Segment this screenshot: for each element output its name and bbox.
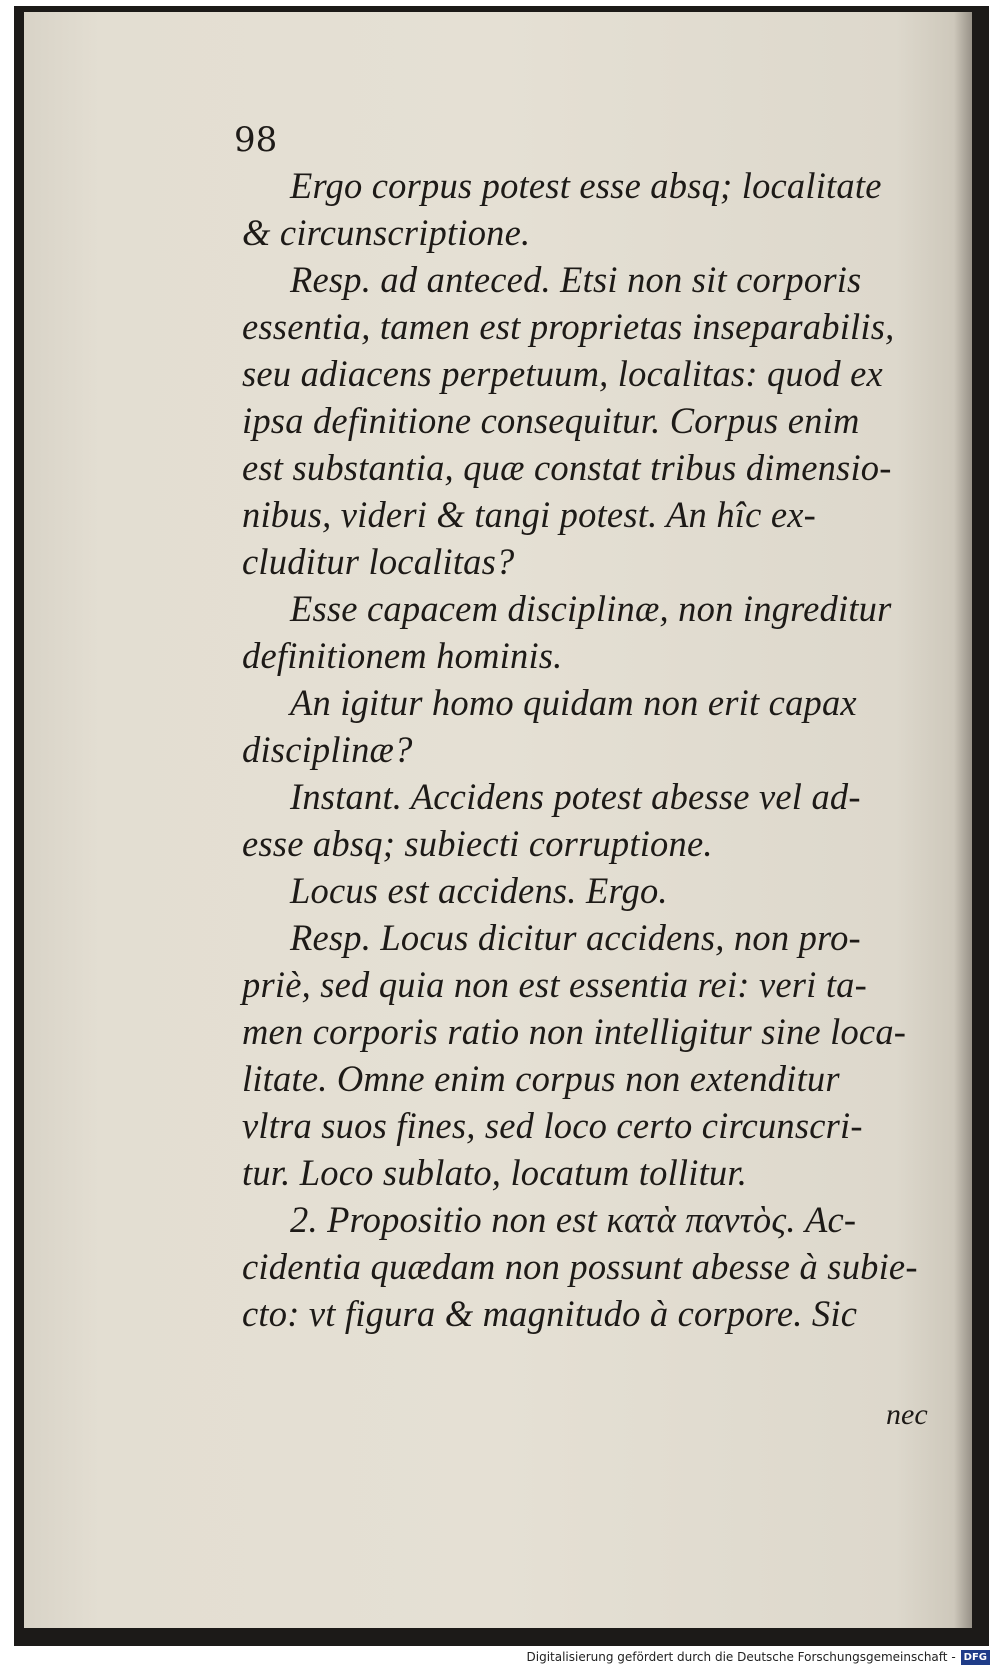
text-line: Instant. Accidens potest abesse vel ad- — [290, 776, 861, 817]
text-line: Ergo corpus potest esse absq; localitate — [290, 165, 882, 206]
credit-text: Digitalisierung gefördert durch die Deutsche Forschungsgemeinschaft - — [526, 1650, 956, 1664]
page-body-text — [242, 162, 922, 1337]
digitization-credit — [527, 1647, 991, 1667]
page-gutter-shadow — [954, 12, 972, 1628]
text-line: seu adiacens perpetuum, localitas: quod ex — [242, 353, 883, 394]
text-line: men corporis ratio non intelligitur sine loca- — [242, 1011, 907, 1052]
book-page — [24, 12, 972, 1628]
text-line: essentia, tamen est proprietas inseparabilis, — [242, 306, 895, 347]
text-line: cidentia quædam non possunt abesse à subie- — [242, 1246, 918, 1287]
page-number: 98 — [234, 120, 278, 160]
text-line: Resp. ad anteced. Etsi non sit corporis — [290, 259, 862, 300]
text-line: disciplinæ? — [242, 729, 413, 770]
text-line: est substantia, quæ constat tribus dimensio- — [242, 447, 892, 488]
dfg-logo-icon: DFG — [961, 1650, 990, 1665]
catchword: nec — [886, 1398, 928, 1431]
text-line: ipsa definitione consequitur. Corpus enim — [242, 400, 860, 441]
text-line: Locus est accidens. Ergo. — [290, 870, 668, 911]
text-line: nibus, videri & tangi potest. An hîc ex- — [242, 494, 816, 535]
text-line: definitionem hominis. — [242, 635, 563, 676]
text-line: & circunscriptione. — [242, 212, 531, 253]
text-line: Resp. Locus dicitur accidens, non pro- — [290, 917, 861, 958]
text-line: tur. Loco sublato, locatum tollitur. — [242, 1152, 748, 1193]
text-line: Esse capacem disciplinæ, non ingreditur — [290, 588, 892, 629]
text-line: priè, sed quia non est essentia rei: veri ta- — [242, 964, 867, 1005]
text-line: An igitur homo quidam non erit capax — [290, 682, 857, 723]
text-line: cluditur localitas? — [242, 541, 515, 582]
text-line: vltra suos fines, sed loco certo circunscri- — [242, 1105, 863, 1146]
text-line: esse absq; subiecti corruptione. — [242, 823, 713, 864]
text-line: litate. Omne enim corpus non extenditur — [242, 1058, 840, 1099]
text-line: 2. Propositio non est κατὰ παντὸς. Ac- — [290, 1199, 857, 1240]
text-line: cto: vt figura & magnitudo à corpore. Sic — [242, 1293, 858, 1334]
